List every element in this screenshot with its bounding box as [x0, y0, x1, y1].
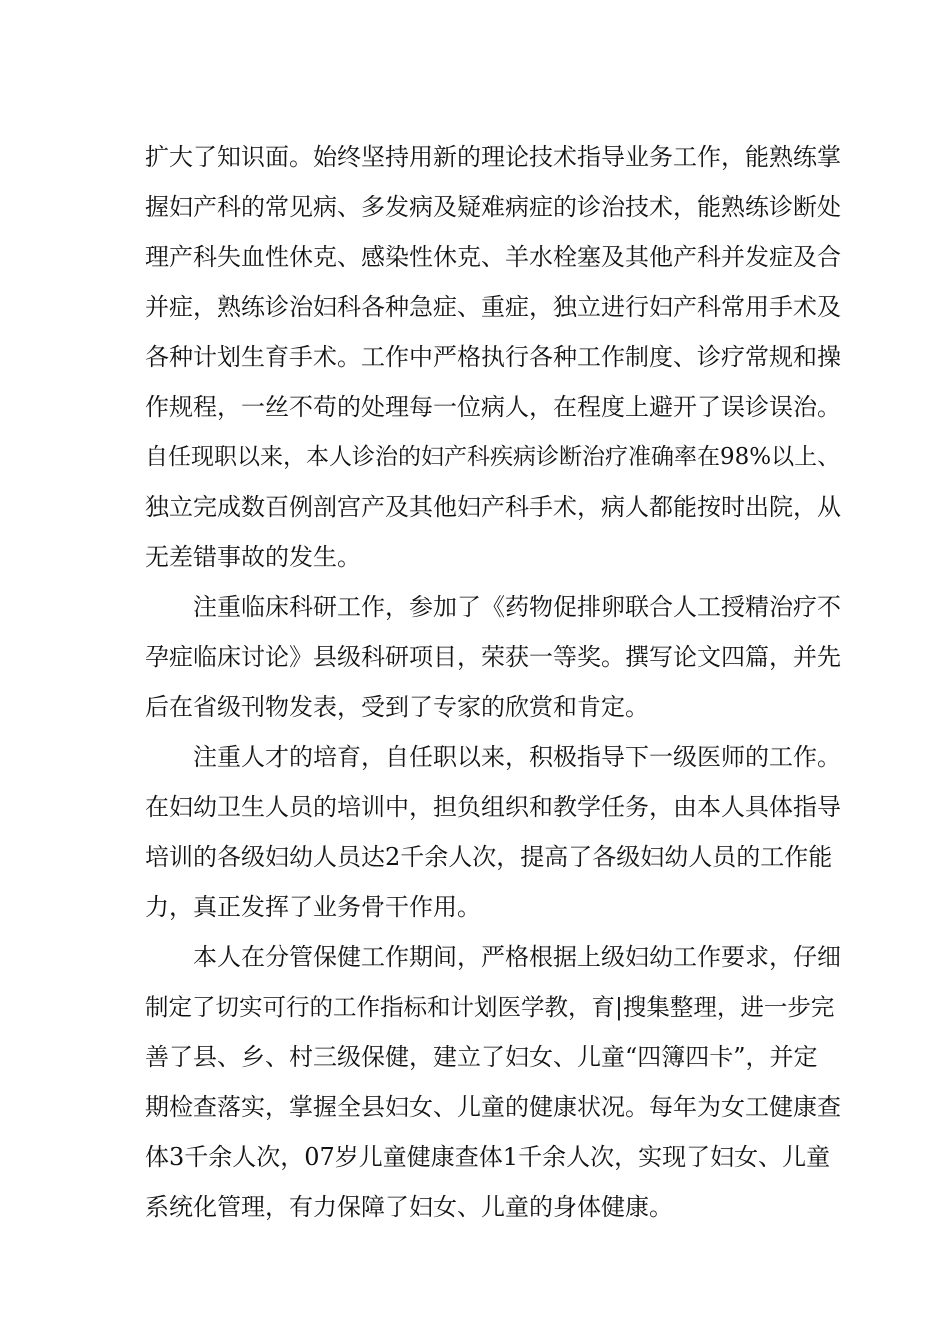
text-line: 系统化管理，有力保障了妇女、儿童的身体健康。: [145, 1193, 673, 1221]
text-line: 体3千余人次，07岁儿童健康查体1千余人次，实现了妇女、儿童: [145, 1143, 831, 1171]
text-line: 孕症临床讨论》县级科研项目，荣获一等奖。撰写论文四篇，并先: [145, 643, 841, 671]
text-line: 培训的各级妇幼人员达2千余人次，提高了各级妇幼人员的工作能: [145, 843, 833, 871]
text-line: 独立完成数百例剖宫产及其他妇产科手术，病人都能按时出院，从: [145, 493, 841, 521]
text-line: 期检查落实，掌握全县妇女、儿童的健康状况。每年为女工健康查: [145, 1093, 841, 1121]
text-line: 注重人才的培育，自任职以来，积极指导下一级医师的工作。: [193, 743, 841, 771]
text-line: 各种计划生育手术。工作中严格执行各种工作制度、诊疗常规和操: [145, 343, 841, 371]
text-line: 善了县、乡、村三级保健，建立了妇女、儿童“四簿四卡”，并定: [145, 1043, 818, 1071]
text-line: 力，真正发挥了业务骨干作用。: [145, 893, 481, 921]
text-line: 制定了切实可行的工作指标和计划医学教，育|搜集整理，进一步完: [145, 993, 835, 1021]
text-line: 无差错事故的发生。: [145, 543, 361, 571]
text-line: 握妇产科的常见病、多发病及疑难病症的诊治技术，能熟练诊断处: [145, 193, 841, 221]
text-line: 后在省级刊物发表，受到了专家的欣赏和肯定。: [145, 693, 649, 721]
text-line: 自任现职以来，本人诊治的妇产科疾病诊断治疗准确率在98%以上、: [145, 444, 841, 470]
text-line: 注重临床科研工作，参加了《药物促排卵联合人工授精治疗不: [193, 593, 841, 621]
body-text: [145, 132, 841, 1232]
text-line: 理产科失血性休克、感染性休克、羊水栓塞及其他产科并发症及合: [145, 243, 841, 271]
text-line: 作规程，一丝不苟的处理每一位病人，在程度上避开了误诊误治。: [145, 393, 841, 421]
text-line: 在妇幼卫生人员的培训中，担负组织和教学任务，由本人具体指导: [145, 793, 841, 821]
text-line: 并症，熟练诊治妇科各种急症、重症，独立进行妇产科常用手术及: [145, 293, 841, 321]
text-line: 本人在分管保健工作期间，严格根据上级妇幼工作要求，仔细: [193, 943, 841, 971]
text-line: 扩大了知识面。始终坚持用新的理论技术指导业务工作，能熟练掌: [145, 143, 841, 171]
